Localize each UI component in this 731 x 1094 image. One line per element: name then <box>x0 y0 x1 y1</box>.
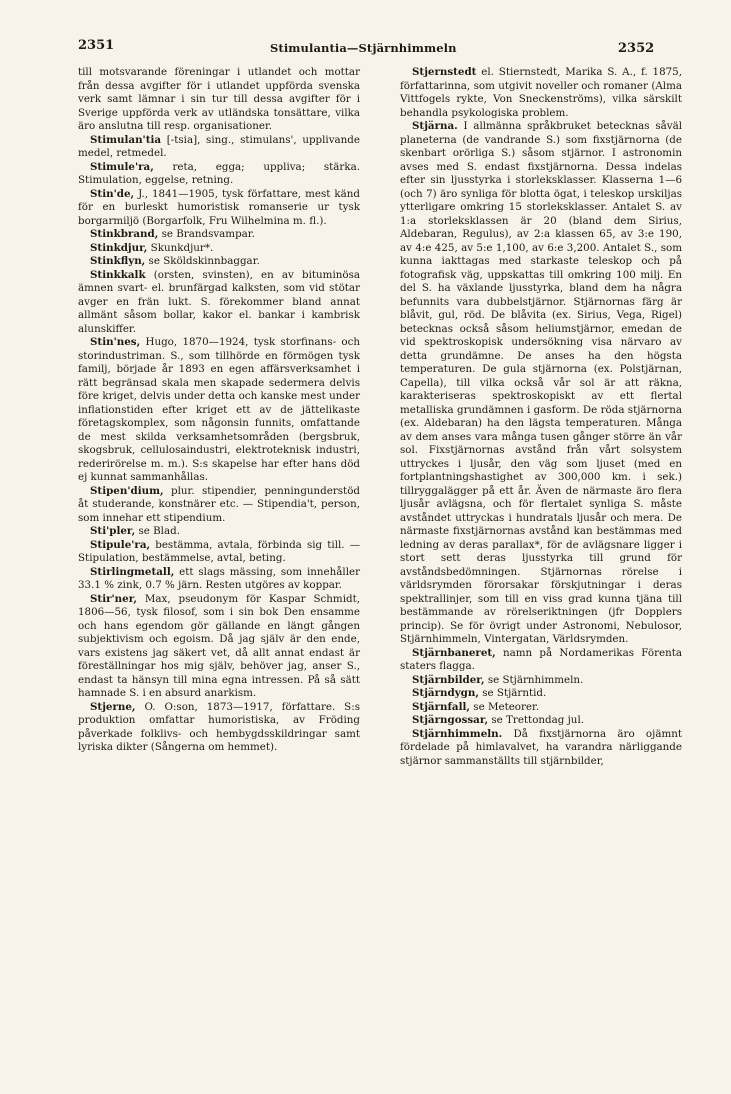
entry-headword: Stjärnhimmeln. <box>412 727 503 740</box>
dictionary-entry <box>78 701 360 755</box>
dictionary-entry <box>78 525 360 539</box>
left-column <box>78 66 360 755</box>
dictionary-entry <box>78 566 360 593</box>
entry-headword: Stinkbrand, <box>90 228 159 240</box>
dictionary-entry <box>78 188 360 229</box>
entry-headword: Stin'de, <box>90 187 135 200</box>
dictionary-entry <box>78 485 360 526</box>
entry-text: bestämma, avtala, förbinda sig till. — Stipulation, bestämmelse, avtal, beting. <box>78 538 360 564</box>
dictionary-entry <box>400 687 682 701</box>
dictionary-entry <box>78 228 360 242</box>
running-title: Stimulantia—Stjärnhimmeln <box>270 41 457 55</box>
dictionary-entry <box>400 66 682 120</box>
entry-text: Skunkdjur*. <box>147 241 214 254</box>
entry-text: (orsten, svinsten), en av bituminösa ämnen svart- el. brunfärgad kalksten, som vid stötar avger en frän lukt. S. förekommer bland annat allmänt såsom bollar, kakor el. bankar i kambrisk alunskiffer. <box>78 268 360 335</box>
dictionary-entry <box>78 269 360 337</box>
entry-headword: Stjärnbilder, <box>412 673 485 686</box>
entry-headword: Stjärnbaneret, <box>412 646 496 659</box>
dictionary-entry <box>400 714 682 728</box>
dictionary-entry <box>78 255 360 269</box>
dictionary-entry <box>400 647 682 674</box>
entry-text: se Stjärntid. <box>478 687 547 699</box>
entry-headword: Stjernstedt <box>412 66 477 78</box>
entry-text: se Sköldskinnbaggar. <box>145 255 260 267</box>
right-column <box>400 66 682 768</box>
entry-text: plur. stipendier, penningunderstöd åt studerande, konstnärer etc. — Stipendia't, person, som innehar ett stipendium. <box>78 484 360 524</box>
dictionary-entry <box>400 701 682 715</box>
dictionary-entry <box>400 674 682 688</box>
entry-headword: Stjärna. <box>412 120 458 132</box>
entry-headword: Stipen'dium, <box>90 484 164 497</box>
entry-text: se Stjärnhimmeln. <box>484 673 584 686</box>
entry-text: se Brandsvampar. <box>158 228 255 240</box>
entry-headword: Stipule'ra, <box>90 538 151 551</box>
entry-headword: Stirlingmetall, <box>90 565 175 578</box>
entry-headword: Stjärngossar, <box>412 714 489 726</box>
entry-headword: Sti'pler, <box>90 525 136 537</box>
dictionary-entry <box>78 161 360 188</box>
entry-headword: Stjerne, <box>90 700 136 713</box>
entry-text: se Meteorer. <box>470 700 540 713</box>
entry-text: Då fixstjärnorna äro ojämnt fördelade på himlavalvet, ha varandra närliggande stjärnor sammanställts till stjärnbilder, <box>400 727 682 767</box>
entry-headword: Stimulan'tia <box>90 133 162 146</box>
dictionary-entry <box>78 593 360 701</box>
entry-text: se Blad. <box>135 525 180 537</box>
entry-headword: Stinkdjur, <box>90 241 148 254</box>
entry-text: reta, egga; uppliva; stärka. Stimulation, eggelse, retning. <box>78 160 360 186</box>
dictionary-entry <box>400 120 682 647</box>
entry-text: namn på Nordamerikas Förenta staters flagga. <box>400 646 682 672</box>
entry-text: I allmänna språkbruket betecknas såväl planeterna (de vandrande S.) som fixstjärnorna (de skenbart orörliga S.) såsom stjärnor. I astronomin avses med S. endast fixstjärnorna. Dessa indelas efter sin ljusstyrka i storleksklasser. Klasserna 1—6 (och 7) äro synliga för blotta ögat, i teleskop urskiljas ytterligare omkring 15 storleksklasser. Antalet S. av 1:a storleksklassen är 20 (bland dem Sirius, Aldebaran, Regulus), av 2:a klassen 65, av 3:e 190, av 4:e 425, av 5:e 1,100, av 6:e 3,200. Antalet S., som kunna iakttagas med starkaste teleskop och på fotografisk väg, uppskattas till omkring 100 milj. En del S. ha växlande ljusstyrka, bland dem ha några befunnits vara dubbelstjärnor. Stjärnornas färg är blåvit, gul, röd. De blåvita (ex. Sirius, Vega, Rigel) betecknas också såsom heliumstjärnor, emedan de vid spektroskopisk undersökning visa närvaro av detta grundämne. De anses ha den högsta temperaturen. De gula stjärnorna (ex. Polstjärnan, Capella), till vilka också vår sol är att räkna, karakteriseras spektroskopiskt av ett flertal metalliska grundämnen i gasform. De röda stjärnorna (ex. Aldebaran) ha den lägsta temperaturen. Många av dem anses vara många tusen gånger större än vår sol. Fixstjärnornas avstånd från vårt solsystem uttryckes i ljusår, den väg som ljuset (med en fortplantningshastighet av 300,000 km. i sek.) tillryggalägger på ett år. Även de närmaste äro flera ljusår avlägsna, och för flertalet synliga S. måste avståndet uttryckas i hundratals ljusår och mera. De närmaste fixstjärnornas avstånd kan bestämmas med ledning av deras parallax*, för de avlägsnare ligger i stort sett deras ljusstyrka till grund för avståndsbedömningen. Stjärnornas rörelse i världsrymden förorsakar förskjutningar i deras spektrallinjer, som till en viss grad kunna tjäna till bestämmande av rörelseriktningen (jfr Dopplers princip). Se för övrigt under Astronomi, Nebulosor, Stjärnhimmeln, Vintergatan, Världsrymden. <box>400 120 682 645</box>
dictionary-entry <box>400 728 682 769</box>
page-number-right: 2352 <box>618 41 655 56</box>
dictionary-entry <box>78 336 360 485</box>
page-number-left: 2351 <box>78 38 115 53</box>
dictionary-entry <box>78 242 360 256</box>
entry-text: el. Stiernstedt, Marika S. A., f. 1875, författarinna, som utgivit noveller och romaner (Alma Vittfogels rykte, Von Sneckenströms), vilka särskilt behandla psykologiska problem. <box>400 66 682 119</box>
entry-text: ett slags mässing, som innehåller 33.1 % zink, 0.7 % järn. Resten utgöres av koppar. <box>78 565 360 591</box>
entry-text: J., 1841—1905, tysk författare, mest känd för en burleskt humoristisk romanserie ur tysk borgarmiljö (Borgarfolk, Fru Wilhelmina m. fl.). <box>78 187 360 227</box>
entry-text: Hugo, 1870—1924, tysk storfinans- och storindustriman. S., som tillhörde en förmögen tysk familj, började år 1893 en egen affärsverksamhet i rätt begränsad skala men skapade sedermera delvis före kriget, delvis under detta och kanske mest under inflationstiden efter kriget ett av de jättelikaste företagskomplex, som någonsin funnits, omfattande de mest skilda verksamhetsområden (bergsbruk, skogsbruk, cellulosaindustri, elektroteknisk industri, rederirörelse m. m.). S:s skapelse har efter hans död ej kunnat sammanhållas. <box>78 336 360 483</box>
entry-text: se Trettondag jul. <box>488 714 585 726</box>
entry-text: till motsvarande föreningar i utlandet och mottar från dessa avgifter för i utlandet uppförda svenska verk samt lämnar i sin tur till dessa avgifter för i Sverige uppförda verk av utländska tonsättare, vilka äro anslutna till resp. organisationer. <box>78 66 360 132</box>
entry-headword: Stjärnfall, <box>412 700 471 713</box>
dictionary-entry <box>78 134 360 161</box>
page-header <box>0 38 731 58</box>
entry-headword: Stinkflyn, <box>90 255 146 267</box>
entry-headword: Stjärndygn, <box>412 687 479 699</box>
dictionary-entry <box>78 66 360 134</box>
entry-headword: Stir'ner, <box>90 592 137 605</box>
entry-text: Max, pseudonym för Kaspar Schmidt, 1806—56, tysk filosof, som i sin bok Den ensamme och hans egendom gör gällande en längt gången subjektivism och egoism. Då jag själv är den ende, vars existens jag säkert vet, då allt annat endast är föreställningar hos mig själv, behöver jag, anser S., endast ta hänsyn till mina egna intressen. På så sätt hamnade S. i en absurd anarkism. <box>78 592 360 699</box>
entry-text: [-tsia], sing., stimulans', upplivande medel, retmedel. <box>78 133 360 159</box>
entry-text: O. O:son, 1873—1917, författare. S:s produktion omfattar humoristiska, av Fröding påverkade folklivs- och hembygdsskildringar samt lyriska dikter (Sångerna om hemmet). <box>78 700 360 753</box>
dictionary-entry <box>78 539 360 566</box>
entry-headword: Stinkkalk <box>90 268 146 281</box>
entry-headword: Stimule'ra, <box>90 160 154 173</box>
entry-headword: Stin'nes, <box>90 336 141 348</box>
